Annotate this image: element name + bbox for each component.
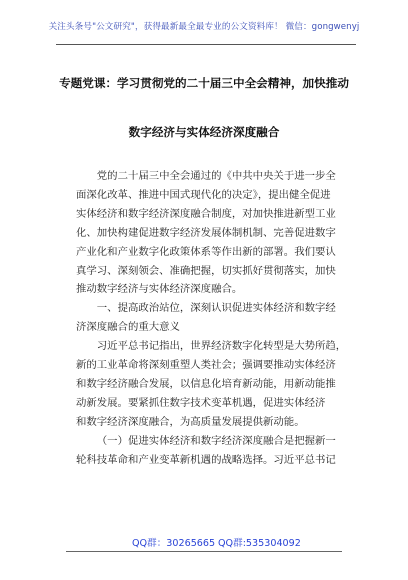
body-line: 真学习、深刻领会、准确把握，切实抓好贯彻落实，加快: [76, 264, 336, 277]
body-line: 轮科技革命和产业变革新机遇的战略选择。习近平总书记: [76, 453, 336, 466]
footer-divider: [66, 551, 342, 552]
body-line: 党的二十届三中全会通过的《中共中央关于进一步全: [96, 170, 336, 182]
body-line: 动新发展。要紧抓住数字技术变革机遇，促进实体经济: [76, 396, 326, 409]
footer-qq-group-2: QQ群:535304092: [218, 538, 301, 549]
section-heading-line: 济深度融合的重大意义: [76, 321, 180, 334]
body-line: 推动数字经济与实体经济深度融合。: [76, 283, 243, 296]
document-body: [76, 167, 347, 470]
section-heading-line: 一、提高政治站位，深刻认识促进实体经济和数字经: [96, 302, 336, 315]
body-line: 面深化改革、推进中国式现代化的决定》，提出健全促进: [76, 188, 331, 201]
body-line: 新的工业革命将深刻重塑人类社会；强调要推动实体经济: [76, 359, 336, 372]
body-line: 化、加快构建促进数字经济发展体制机制、完善促进数字: [76, 226, 336, 239]
body-line: （一）促进实体经济和数字经济深度融合是把握新一: [96, 434, 336, 447]
header-divider: [56, 44, 356, 45]
header-notice: 关注头条号"公文研究"，获得最新最全最专业的公文资料库！ 微信：gongwenyj: [48, 22, 360, 32]
body-line: 和数字经济融合发展，以信息化培育新动能，用新动能推: [76, 377, 336, 390]
body-line: 产业化和产业数字化政策体系等作出新的部署。我们要认: [76, 245, 336, 258]
body-line: 和数字经济深度融合，为高质量发展提供新动能。: [76, 415, 305, 428]
document-title-line-1: 专题党课：学习贯彻党的二十届三中全会精神，加快推动: [59, 76, 349, 90]
body-line: 习近平总书记指出，世界经济数字化转型是大势所趋，: [96, 340, 347, 353]
body-line: 实体经济和数字经济深度融合制度，对加快推进新型工业: [76, 207, 336, 220]
footer-qq-group-1: QQ群：30265665: [132, 538, 216, 549]
document-title-line-2: 数字经济与实体经济深度融合: [128, 125, 280, 139]
